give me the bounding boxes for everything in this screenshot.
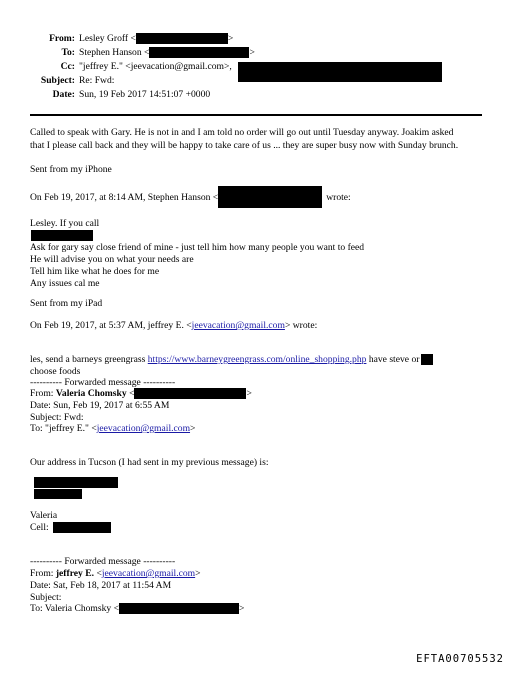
fwd1-from-line (30, 388, 252, 400)
fwd1-to-prefix: To: "jeffrey E." < (30, 423, 97, 434)
fwd1-from-lt: < (126, 388, 135, 399)
redaction-box (34, 489, 82, 499)
redaction-box (53, 522, 111, 533)
fwd2-to-suffix: > (239, 603, 245, 614)
fwd2-from-lt: < (94, 568, 102, 579)
quote-header-1 (30, 186, 351, 208)
fwd2-date-line: Date: Sat, Feb 18, 2017 at 11:54 AM (30, 580, 172, 591)
redaction-box (134, 388, 246, 399)
body-paragraph-line: that I please call back and they will be happy to take care of us ... they are super busy now with Sunday brunch. (30, 140, 459, 151)
fwd2-to-line (30, 603, 244, 615)
header-divider (30, 114, 482, 116)
from-name: Lesley Groff < (79, 33, 136, 44)
instruction-line: Any issues cal me (30, 278, 100, 289)
quote2-email-link[interactable]: jeevacation@gmail.com (191, 320, 285, 331)
redaction-box (31, 230, 93, 241)
from-label: From: (49, 33, 75, 44)
fwd1-from-name: Valeria Chomsky (55, 388, 127, 399)
cc-value: "jeffrey E." <jeevacation@gmail.com>, (79, 61, 232, 72)
redaction-box (119, 603, 239, 614)
lesley-line: Lesley. If you call (30, 218, 100, 229)
cell-label: Cell: (30, 522, 49, 533)
cell-line (30, 522, 111, 534)
instruction-line: Tell him like what he does for me (30, 266, 160, 277)
quote2-suffix: > wrote: (284, 320, 318, 331)
les-prefix: les, send a barneys greengrass (30, 354, 148, 365)
subject-value: Re: Fwd: (79, 75, 115, 86)
quote1-suffix: wrote: (326, 192, 351, 203)
fwd1-to-suffix: > (190, 423, 196, 434)
valeria-signature: Valeria (30, 510, 58, 521)
sent-from-iphone: Sent from my iPhone (30, 164, 112, 175)
to-label: To: (61, 47, 75, 58)
forwarded-separator: ---------- Forwarded message ---------- (30, 556, 176, 567)
fwd1-to-email-link[interactable]: jeevacation@gmail.com (96, 423, 191, 434)
instruction-line: Ask for gary say close friend of mine - just tell him how many people you want to feed (30, 242, 365, 253)
redaction-box (136, 33, 228, 44)
from-tail: > (227, 33, 234, 44)
fwd2-from-line (30, 568, 201, 580)
to-tail: > (249, 47, 255, 58)
fwd1-from-label: From: (30, 388, 56, 399)
redaction-box (238, 62, 442, 82)
quote2-prefix: On Feb 19, 2017, at 5:37 AM, jeffrey E. < (30, 320, 192, 331)
cc-label: Cc: (60, 61, 75, 72)
redaction-box (218, 186, 322, 208)
forwarded-separator: ---------- Forwarded message ---------- (30, 377, 176, 388)
fwd2-to-prefix: To: Valeria Chomsky < (30, 603, 120, 614)
document-id: EFTA00705532 (416, 653, 504, 666)
to-name: Stephen Hanson < (79, 47, 150, 58)
redaction-box (421, 354, 433, 365)
les-suffix: have steve or (366, 354, 420, 365)
date-label: Date: (52, 89, 75, 100)
fwd1-date-line: Date: Sun, Feb 19, 2017 at 6:55 AM (30, 400, 170, 411)
fwd2-from-email-link[interactable]: jeevacation@gmail.com (101, 568, 196, 579)
choose-foods: choose foods (30, 366, 81, 377)
fwd2-subject-line: Subject: (30, 592, 62, 603)
body-paragraph-line: Called to speak with Gary. He is not in and I am told no order will go out until Tuesday anyway. Joakim asked (30, 127, 454, 138)
quote-header-2 (30, 320, 317, 332)
fwd1-from-gt: > (246, 388, 252, 399)
barneys-link[interactable]: https://www.barneygreengrass.com/online_shopping.php (147, 354, 367, 365)
fwd2-from-gt: > (195, 568, 201, 579)
redaction-box (34, 477, 118, 488)
les-line (30, 354, 433, 366)
fwd1-to-line (30, 423, 195, 435)
sent-from-ipad: Sent from my iPad (30, 298, 103, 309)
quote1-prefix: On Feb 19, 2017, at 8:14 AM, Stephen Hanson < (30, 192, 219, 203)
fwd2-from-label: From: (30, 568, 56, 579)
from-value (79, 33, 233, 45)
redaction-box (149, 47, 249, 58)
fwd1-subject-line: Subject: Fwd: (30, 412, 84, 423)
date-value: Sun, 19 Feb 2017 14:51:07 +0000 (79, 89, 211, 100)
to-value (79, 47, 255, 59)
subject-label: Subject: (40, 75, 75, 86)
address-line: Our address in Tucson (I had sent in my previous message) is: (30, 457, 269, 468)
fwd2-from-name: jeffrey E. (55, 568, 95, 579)
instruction-line: He will advise you on what your needs are (30, 254, 194, 265)
